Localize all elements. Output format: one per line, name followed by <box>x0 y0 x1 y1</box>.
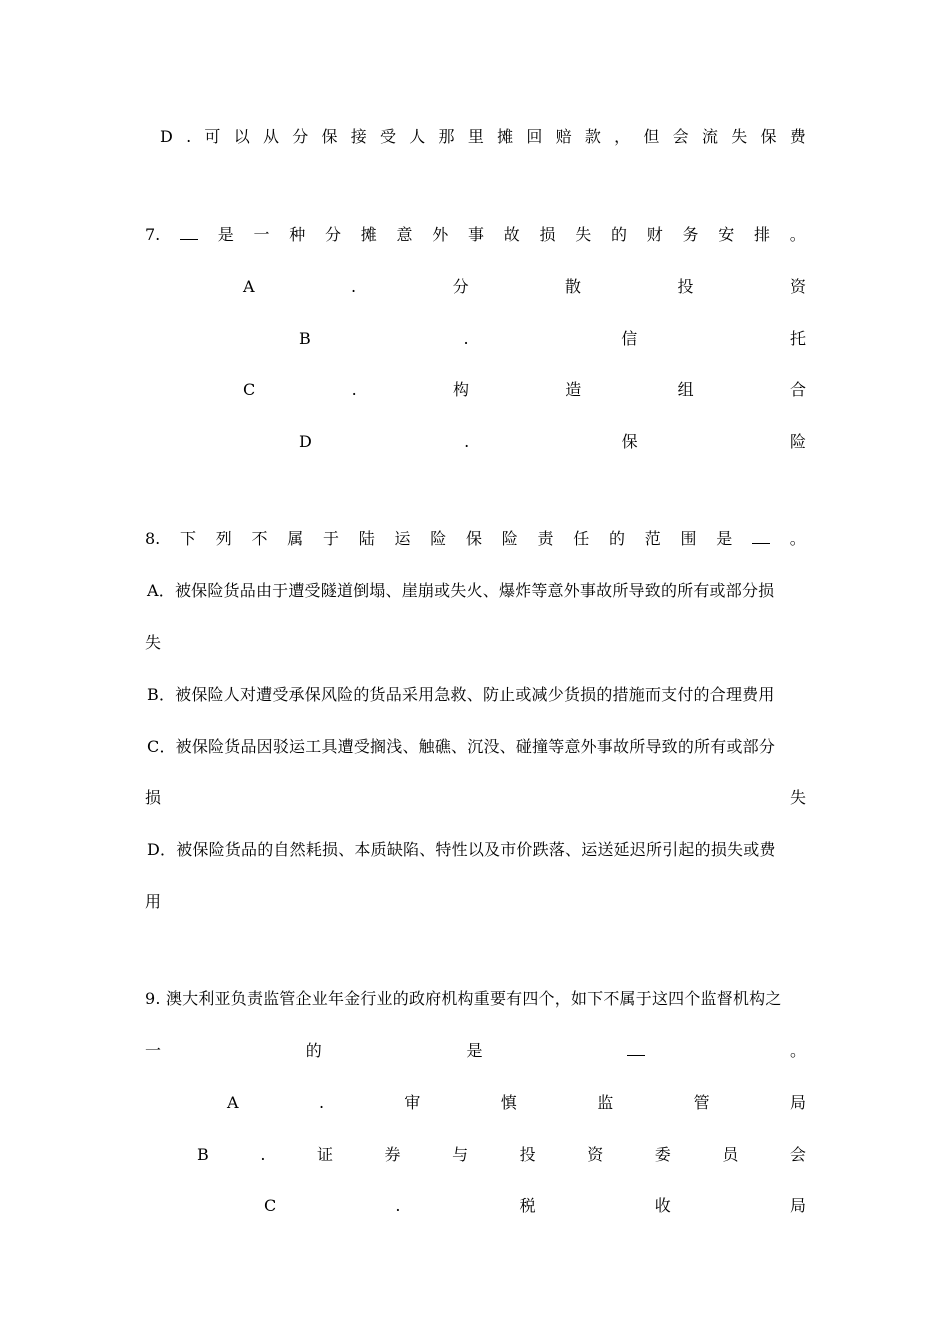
glyph: 造 <box>565 380 582 399</box>
glyph: 的 <box>305 1041 322 1060</box>
glyph: 构 <box>452 380 469 399</box>
glyph: 种 <box>289 225 306 244</box>
q8-option-a-line1: A．被保险货品由于遭受隧道倒塌、崖崩或失火、爆炸等意外事故所导致的所有或部分损 <box>147 581 775 600</box>
glyph: B <box>299 329 311 348</box>
glyph: 以 <box>233 127 250 146</box>
q8-option-a-line2: 失 <box>145 633 162 652</box>
glyph: 局 <box>789 1093 806 1112</box>
glyph: 财 <box>646 225 663 244</box>
glyph: 组 <box>677 380 694 399</box>
glyph: 信 <box>621 329 638 348</box>
q9-stem-line2 <box>145 1040 806 1062</box>
glyph: . <box>463 329 469 348</box>
glyph: 的 <box>610 225 627 244</box>
glyph: 托 <box>789 329 806 348</box>
glyph: 排 <box>753 225 770 244</box>
glyph: 是 <box>466 1041 483 1060</box>
glyph: 运 <box>394 529 411 548</box>
glyph: 陆 <box>358 529 375 548</box>
glyph: 险 <box>501 529 518 548</box>
glyph: 可 <box>204 127 221 146</box>
q9-option-b <box>197 1144 806 1166</box>
glyph: ， <box>614 127 631 146</box>
glyph: 故 <box>503 225 520 244</box>
glyph: . <box>318 1093 325 1112</box>
glyph: 责 <box>537 529 554 548</box>
glyph: 投 <box>677 277 694 296</box>
glyph: 分 <box>324 225 341 244</box>
glyph: . <box>351 380 357 399</box>
glyph: 慎 <box>500 1093 517 1112</box>
glyph: 分 <box>452 277 469 296</box>
glyph: 但 <box>643 127 660 146</box>
answer-blank <box>627 1043 645 1056</box>
glyph: 回 <box>526 127 543 146</box>
answer-blank <box>752 531 770 544</box>
glyph: 7. <box>145 225 161 244</box>
glyph: 的 <box>609 529 626 548</box>
glyph: 于 <box>323 529 340 548</box>
glyph: 8. <box>145 529 161 548</box>
glyph: C <box>243 380 256 399</box>
q7-option-a <box>243 276 806 298</box>
glyph: 摊 <box>360 225 377 244</box>
glyph: . <box>351 277 357 296</box>
glyph: A <box>243 277 255 296</box>
glyph: 属 <box>287 529 304 548</box>
glyph: 里 <box>467 127 484 146</box>
q9-stem-line1: 9. 澳大利亚负责监管企业年金行业的政府机构重要有四个，如下不属于这四个监督机构之 <box>145 989 782 1008</box>
glyph: 分 <box>292 127 309 146</box>
glyph: 委 <box>654 1145 671 1164</box>
glyph: 安 <box>718 225 735 244</box>
glyph: . <box>464 432 470 451</box>
glyph: 资 <box>789 277 806 296</box>
q6-option-d <box>160 126 806 148</box>
glyph: 险 <box>430 529 447 548</box>
glyph: 失 <box>731 127 748 146</box>
q8-option-c-line1: C．被保险货品因驳运工具遭受搁浅、触礁、沉没、碰撞等意外事故所导致的所有或部分 <box>147 737 776 756</box>
glyph: D <box>299 432 312 451</box>
glyph: 从 <box>262 127 279 146</box>
q8-option-d-line2: 用 <box>145 892 162 911</box>
glyph: 接 <box>350 127 367 146</box>
glyph: 流 <box>701 127 718 146</box>
glyph: 合 <box>789 380 806 399</box>
glyph: 局 <box>789 1196 806 1215</box>
q7-option-c <box>243 379 806 401</box>
q7-option-d <box>299 431 806 453</box>
glyph: 券 <box>384 1145 401 1164</box>
glyph: 会 <box>672 127 689 146</box>
q8-stem <box>145 528 806 550</box>
glyph: 外 <box>432 225 449 244</box>
glyph: 保 <box>760 127 777 146</box>
glyph: 费 <box>789 127 806 146</box>
glyph: 务 <box>682 225 699 244</box>
glyph: 人 <box>409 127 426 146</box>
q8-option-b: B．被保险人对遭受承保风险的货品采用急救、防止或减少货损的措施而支付的合理费用 <box>147 685 775 704</box>
glyph: 下 <box>180 529 197 548</box>
glyph: 围 <box>680 529 697 548</box>
glyph: 保 <box>621 432 638 451</box>
glyph: 款 <box>584 127 601 146</box>
glyph: 险 <box>789 432 806 451</box>
answer-blank <box>180 227 198 240</box>
glyph: 摊 <box>497 127 514 146</box>
glyph: 一 <box>253 225 270 244</box>
glyph: 是 <box>217 225 234 244</box>
glyph: 收 <box>654 1196 671 1215</box>
glyph: 保 <box>466 529 483 548</box>
glyph: 管 <box>693 1093 710 1112</box>
glyph: 。 <box>789 529 806 548</box>
glyph: 一 <box>145 1041 162 1060</box>
glyph: 不 <box>251 529 268 548</box>
glyph: 税 <box>519 1196 536 1215</box>
glyph: 损 <box>145 788 162 807</box>
glyph: . <box>186 127 192 146</box>
glyph: 保 <box>321 127 338 146</box>
glyph: 投 <box>519 1145 536 1164</box>
q8-option-d-line1: D．被保险货品的自然耗损、本质缺陷、特性以及市价跌落、运送延迟所引起的损失或费 <box>147 840 776 859</box>
glyph: 审 <box>404 1093 421 1112</box>
glyph: 事 <box>467 225 484 244</box>
q7-stem <box>145 224 806 246</box>
glyph: 受 <box>380 127 397 146</box>
glyph: 赔 <box>555 127 572 146</box>
glyph: 员 <box>722 1145 739 1164</box>
glyph: 散 <box>565 277 582 296</box>
q8-option-c-line2 <box>145 787 806 809</box>
glyph: 监 <box>597 1093 614 1112</box>
glyph: 任 <box>573 529 590 548</box>
glyph: . <box>260 1145 266 1164</box>
q7-option-b <box>299 328 806 350</box>
glyph: 。 <box>789 225 806 244</box>
glyph: 那 <box>438 127 455 146</box>
glyph: . <box>395 1196 401 1215</box>
glyph: 是 <box>716 529 733 548</box>
glyph: A <box>227 1093 239 1112</box>
glyph: 意 <box>396 225 413 244</box>
glyph: 列 <box>215 529 232 548</box>
glyph: 证 <box>316 1145 333 1164</box>
glyph: 资 <box>587 1145 604 1164</box>
q9-option-c <box>264 1195 806 1217</box>
glyph: B <box>197 1145 209 1164</box>
glyph: 与 <box>452 1145 469 1164</box>
glyph: C <box>264 1196 277 1215</box>
glyph: 失 <box>789 788 806 807</box>
glyph: D <box>160 127 173 146</box>
glyph: 范 <box>644 529 661 548</box>
q9-option-a <box>227 1092 806 1114</box>
glyph: 损 <box>539 225 556 244</box>
glyph: 。 <box>789 1041 806 1060</box>
glyph: 失 <box>575 225 592 244</box>
glyph: 会 <box>789 1145 806 1164</box>
